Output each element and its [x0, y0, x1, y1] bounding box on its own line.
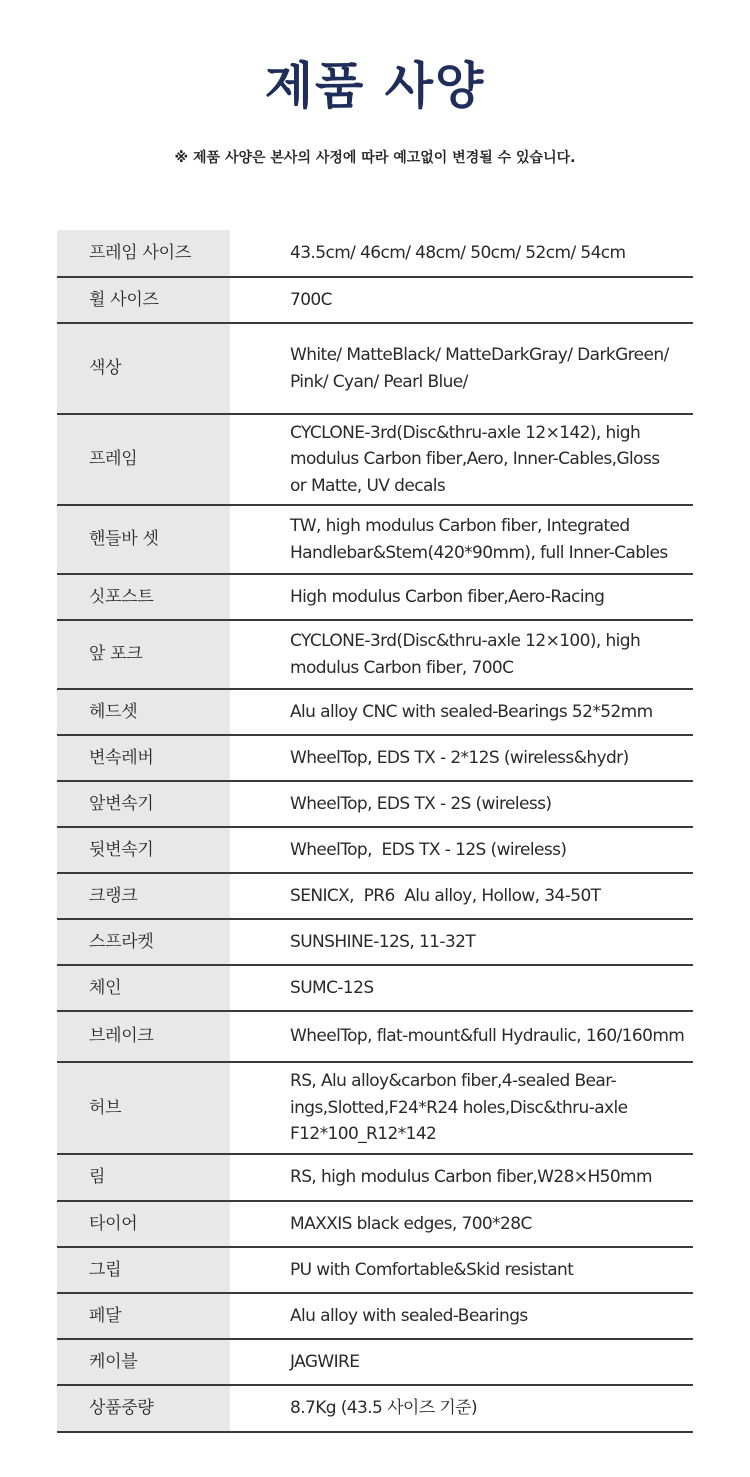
table-row — [57, 574, 693, 620]
spec-value: Alu alloy CNC with sealed-Bearings 52*52mm — [230, 689, 693, 735]
table-row — [57, 965, 693, 1011]
table-row — [57, 873, 693, 919]
spec-value: High modulus Carbon fiber,Aero-Racing — [230, 574, 693, 620]
table-row — [57, 620, 693, 689]
spec-value: RS, Alu alloy&carbon fiber,4-sealed Bear- ings,Slotted,F24*R24 holes,Disc&thru-axle F12*100_R12*142 — [230, 1062, 693, 1154]
table-row — [57, 919, 693, 965]
spec-value: WheelTop, EDS TX - 2S (wireless) — [230, 781, 693, 827]
spec-table — [57, 230, 693, 1433]
spec-value: SENICX, PR6 Alu alloy, Hollow, 34-50T — [230, 873, 693, 919]
spec-label: 허브 — [57, 1062, 230, 1154]
spec-value: 8.7Kg (43.5 사이즈 기준) — [230, 1385, 693, 1432]
spec-label: 크랭크 — [57, 873, 230, 919]
spec-label: 림 — [57, 1154, 230, 1201]
spec-label: 싯포스트 — [57, 574, 230, 620]
table-row — [57, 781, 693, 827]
spec-label: 타이어 — [57, 1201, 230, 1247]
spec-value: PU with Comfortable&Skid resistant — [230, 1247, 693, 1293]
spec-value: 700C — [230, 277, 693, 323]
table-row — [57, 827, 693, 873]
spec-value: White/ MatteBlack/ MatteDarkGray/ DarkGreen/ Pink/ Cyan/ Pearl Blue/ — [230, 323, 693, 414]
table-row — [57, 1154, 693, 1201]
spec-value: RS, high modulus Carbon fiber,W28×H50mm — [230, 1154, 693, 1201]
table-row — [57, 230, 693, 277]
spec-label: 케이블 — [57, 1339, 230, 1385]
table-row — [57, 1062, 693, 1154]
spec-label: 핸들바 셋 — [57, 505, 230, 574]
spec-value: JAGWIRE — [230, 1339, 693, 1385]
spec-label: 상품중량 — [57, 1385, 230, 1432]
spec-value: SUMC-12S — [230, 965, 693, 1011]
spec-value: WheelTop, EDS TX - 2*12S (wireless&hydr) — [230, 735, 693, 781]
table-row — [57, 1011, 693, 1062]
spec-label: 앞변속기 — [57, 781, 230, 827]
spec-value: WheelTop, EDS TX - 12S (wireless) — [230, 827, 693, 873]
spec-label: 헤드셋 — [57, 689, 230, 735]
table-row — [57, 689, 693, 735]
spec-label: 체인 — [57, 965, 230, 1011]
table-row — [57, 1339, 693, 1385]
spec-value: CYCLONE-3rd(Disc&thru-axle 12×142), high modulus Carbon fiber,Aero, Inner-Cables,Gloss or Matte, UV decals — [230, 414, 693, 505]
table-row — [57, 1201, 693, 1247]
spec-label: 페달 — [57, 1293, 230, 1339]
spec-value: Alu alloy with sealed-Bearings — [230, 1293, 693, 1339]
spec-label: 앞 포크 — [57, 620, 230, 689]
spec-value: TW, high modulus Carbon fiber, Integrated Handlebar&Stem(420*90mm), full Inner-Cables — [230, 505, 693, 574]
spec-notice: ※ 제품 사양은 본사의 사정에 따라 예고없이 변경될 수 있습니다. — [174, 150, 576, 166]
table-row — [57, 323, 693, 414]
spec-value: WheelTop, flat-mount&full Hydraulic, 160/160mm — [230, 1011, 693, 1062]
table-row — [57, 1293, 693, 1339]
table-row — [57, 505, 693, 574]
spec-value: 43.5cm/ 46cm/ 48cm/ 50cm/ 52cm/ 54cm — [230, 230, 693, 277]
spec-value: SUNSHINE-12S, 11-32T — [230, 919, 693, 965]
spec-label: 프레임 — [57, 414, 230, 505]
table-row — [57, 277, 693, 323]
table-row — [57, 1385, 693, 1432]
table-row — [57, 414, 693, 505]
spec-value: MAXXIS black edges, 700*28C — [230, 1201, 693, 1247]
spec-value: CYCLONE-3rd(Disc&thru-axle 12×100), high modulus Carbon fiber, 700C — [230, 620, 693, 689]
spec-label: 브레이크 — [57, 1011, 230, 1062]
table-row — [57, 1247, 693, 1293]
spec-label: 프레임 사이즈 — [57, 230, 230, 277]
spec-label: 뒷변속기 — [57, 827, 230, 873]
table-row — [57, 735, 693, 781]
spec-label: 변속레버 — [57, 735, 230, 781]
spec-label: 색상 — [57, 323, 230, 414]
spec-label: 스프라켓 — [57, 919, 230, 965]
page-title: 제품 사양 — [264, 57, 486, 115]
spec-label: 휠 사이즈 — [57, 277, 230, 323]
spec-label: 그립 — [57, 1247, 230, 1293]
